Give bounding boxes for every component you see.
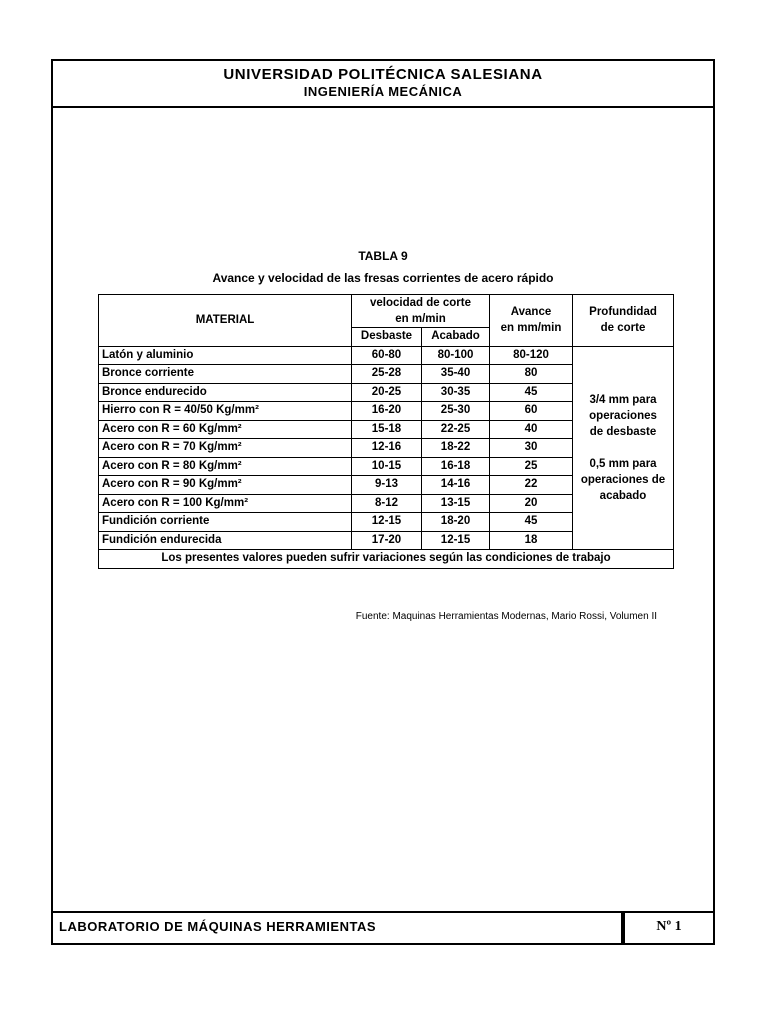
cell-material: Acero con R = 90 Kg/mm² [99,476,352,495]
cell-finishing: 12-15 [422,531,490,550]
cell-roughing: 8-12 [352,494,422,513]
cell-material: Acero con R = 100 Kg/mm² [99,494,352,513]
table-note-row [99,550,674,569]
depth-roughing-line3: de desbaste [589,425,657,438]
cell-feed: 30 [490,439,573,458]
cell-feed: 20 [490,494,573,513]
cell-roughing: 17-20 [352,531,422,550]
cell-material: Acero con R = 70 Kg/mm² [99,439,352,458]
header-roughing: Desbaste [352,328,422,347]
cell-finishing: 18-20 [422,513,490,532]
depth-finishing-line2: operaciones de [580,473,666,486]
cell-roughing: 20-25 [352,383,422,402]
page-footer [53,911,713,943]
page-number: Nº 1 [623,913,713,943]
table-note: Los presentes valores pueden sufrir variaciones según las condiciones de trabajo [99,550,674,569]
cell-roughing: 10-15 [352,457,422,476]
header-depth-line1: Profundidad [589,306,657,319]
cell-finishing: 14-16 [422,476,490,495]
university-name: UNIVERSIDAD POLITÉCNICA SALESIANA [223,66,543,83]
cell-material: Fundición endurecida [99,531,352,550]
faculty-name: INGENIERÍA MECÁNICA [303,84,463,99]
cell-finishing: 25-30 [422,402,490,421]
cell-feed: 40 [490,420,573,439]
cell-feed: 45 [490,513,573,532]
header-feed-line1: Avance [510,306,552,319]
cell-roughing: 16-20 [352,402,422,421]
header-depth [573,295,674,347]
table-title: TABLA 9 [358,249,408,263]
table-row [99,346,674,365]
depth-finishing-line1: 0,5 mm para [589,457,657,470]
header-material: MATERIAL [99,295,352,347]
cell-finishing: 16-18 [422,457,490,476]
cell-feed: 22 [490,476,573,495]
depth-finishing-line3: acabado [599,489,647,502]
header-speed-line1: velocidad de corte [370,297,471,309]
cell-finishing: 30-35 [422,383,490,402]
header-feed [490,295,573,347]
cell-feed: 80-120 [490,346,573,365]
cell-finishing: 13-15 [422,494,490,513]
cell-material: Bronce corriente [99,365,352,384]
cell-feed: 25 [490,457,573,476]
header-speed-line2: en m/min [395,313,446,325]
cell-material: Acero con R = 60 Kg/mm² [99,420,352,439]
cell-feed: 60 [490,402,573,421]
cell-roughing: 12-16 [352,439,422,458]
cell-finishing: 22-25 [422,420,490,439]
cell-roughing: 15-18 [352,420,422,439]
header-depth-line2: de corte [600,322,646,335]
table-subtitle: Avance y velocidad de las fresas corrientes de acero rápido [212,271,554,285]
cell-roughing: 25-28 [352,365,422,384]
header-finishing: Acabado [422,328,490,347]
lab-name: LABORATORIO DE MÁQUINAS HERRAMIENTAS [59,919,376,934]
cell-material: Acero con R = 80 Kg/mm² [99,457,352,476]
source-citation: Fuente: Maquinas Herramientas Modernas, Mario Rossi, Volumen II [355,611,657,622]
cell-roughing: 9-13 [352,476,422,495]
cell-material: Hierro con R = 40/50 Kg/mm² [99,402,352,421]
table-header-row [99,295,674,328]
cell-feed: 18 [490,531,573,550]
cell-material: Fundición corriente [99,513,352,532]
cell-feed: 80 [490,365,573,384]
cell-material: Bronce endurecido [99,383,352,402]
cell-finishing: 35-40 [422,365,490,384]
cell-material: Latón y aluminio [99,346,352,365]
page-header [53,61,713,108]
header-feed-line2: en mm/min [500,322,562,335]
cell-feed: 45 [490,383,573,402]
page-frame [51,59,715,945]
depth-roughing-line2: operaciones [589,409,657,422]
header-cutting-speed [352,295,490,328]
cell-finishing: 80-100 [422,346,490,365]
cell-depth-of-cut [573,346,674,550]
cutting-data-table [98,294,674,569]
cell-roughing: 12-15 [352,513,422,532]
cell-roughing: 60-80 [352,346,422,365]
depth-roughing-line1: 3/4 mm para [589,393,657,406]
cell-finishing: 18-22 [422,439,490,458]
